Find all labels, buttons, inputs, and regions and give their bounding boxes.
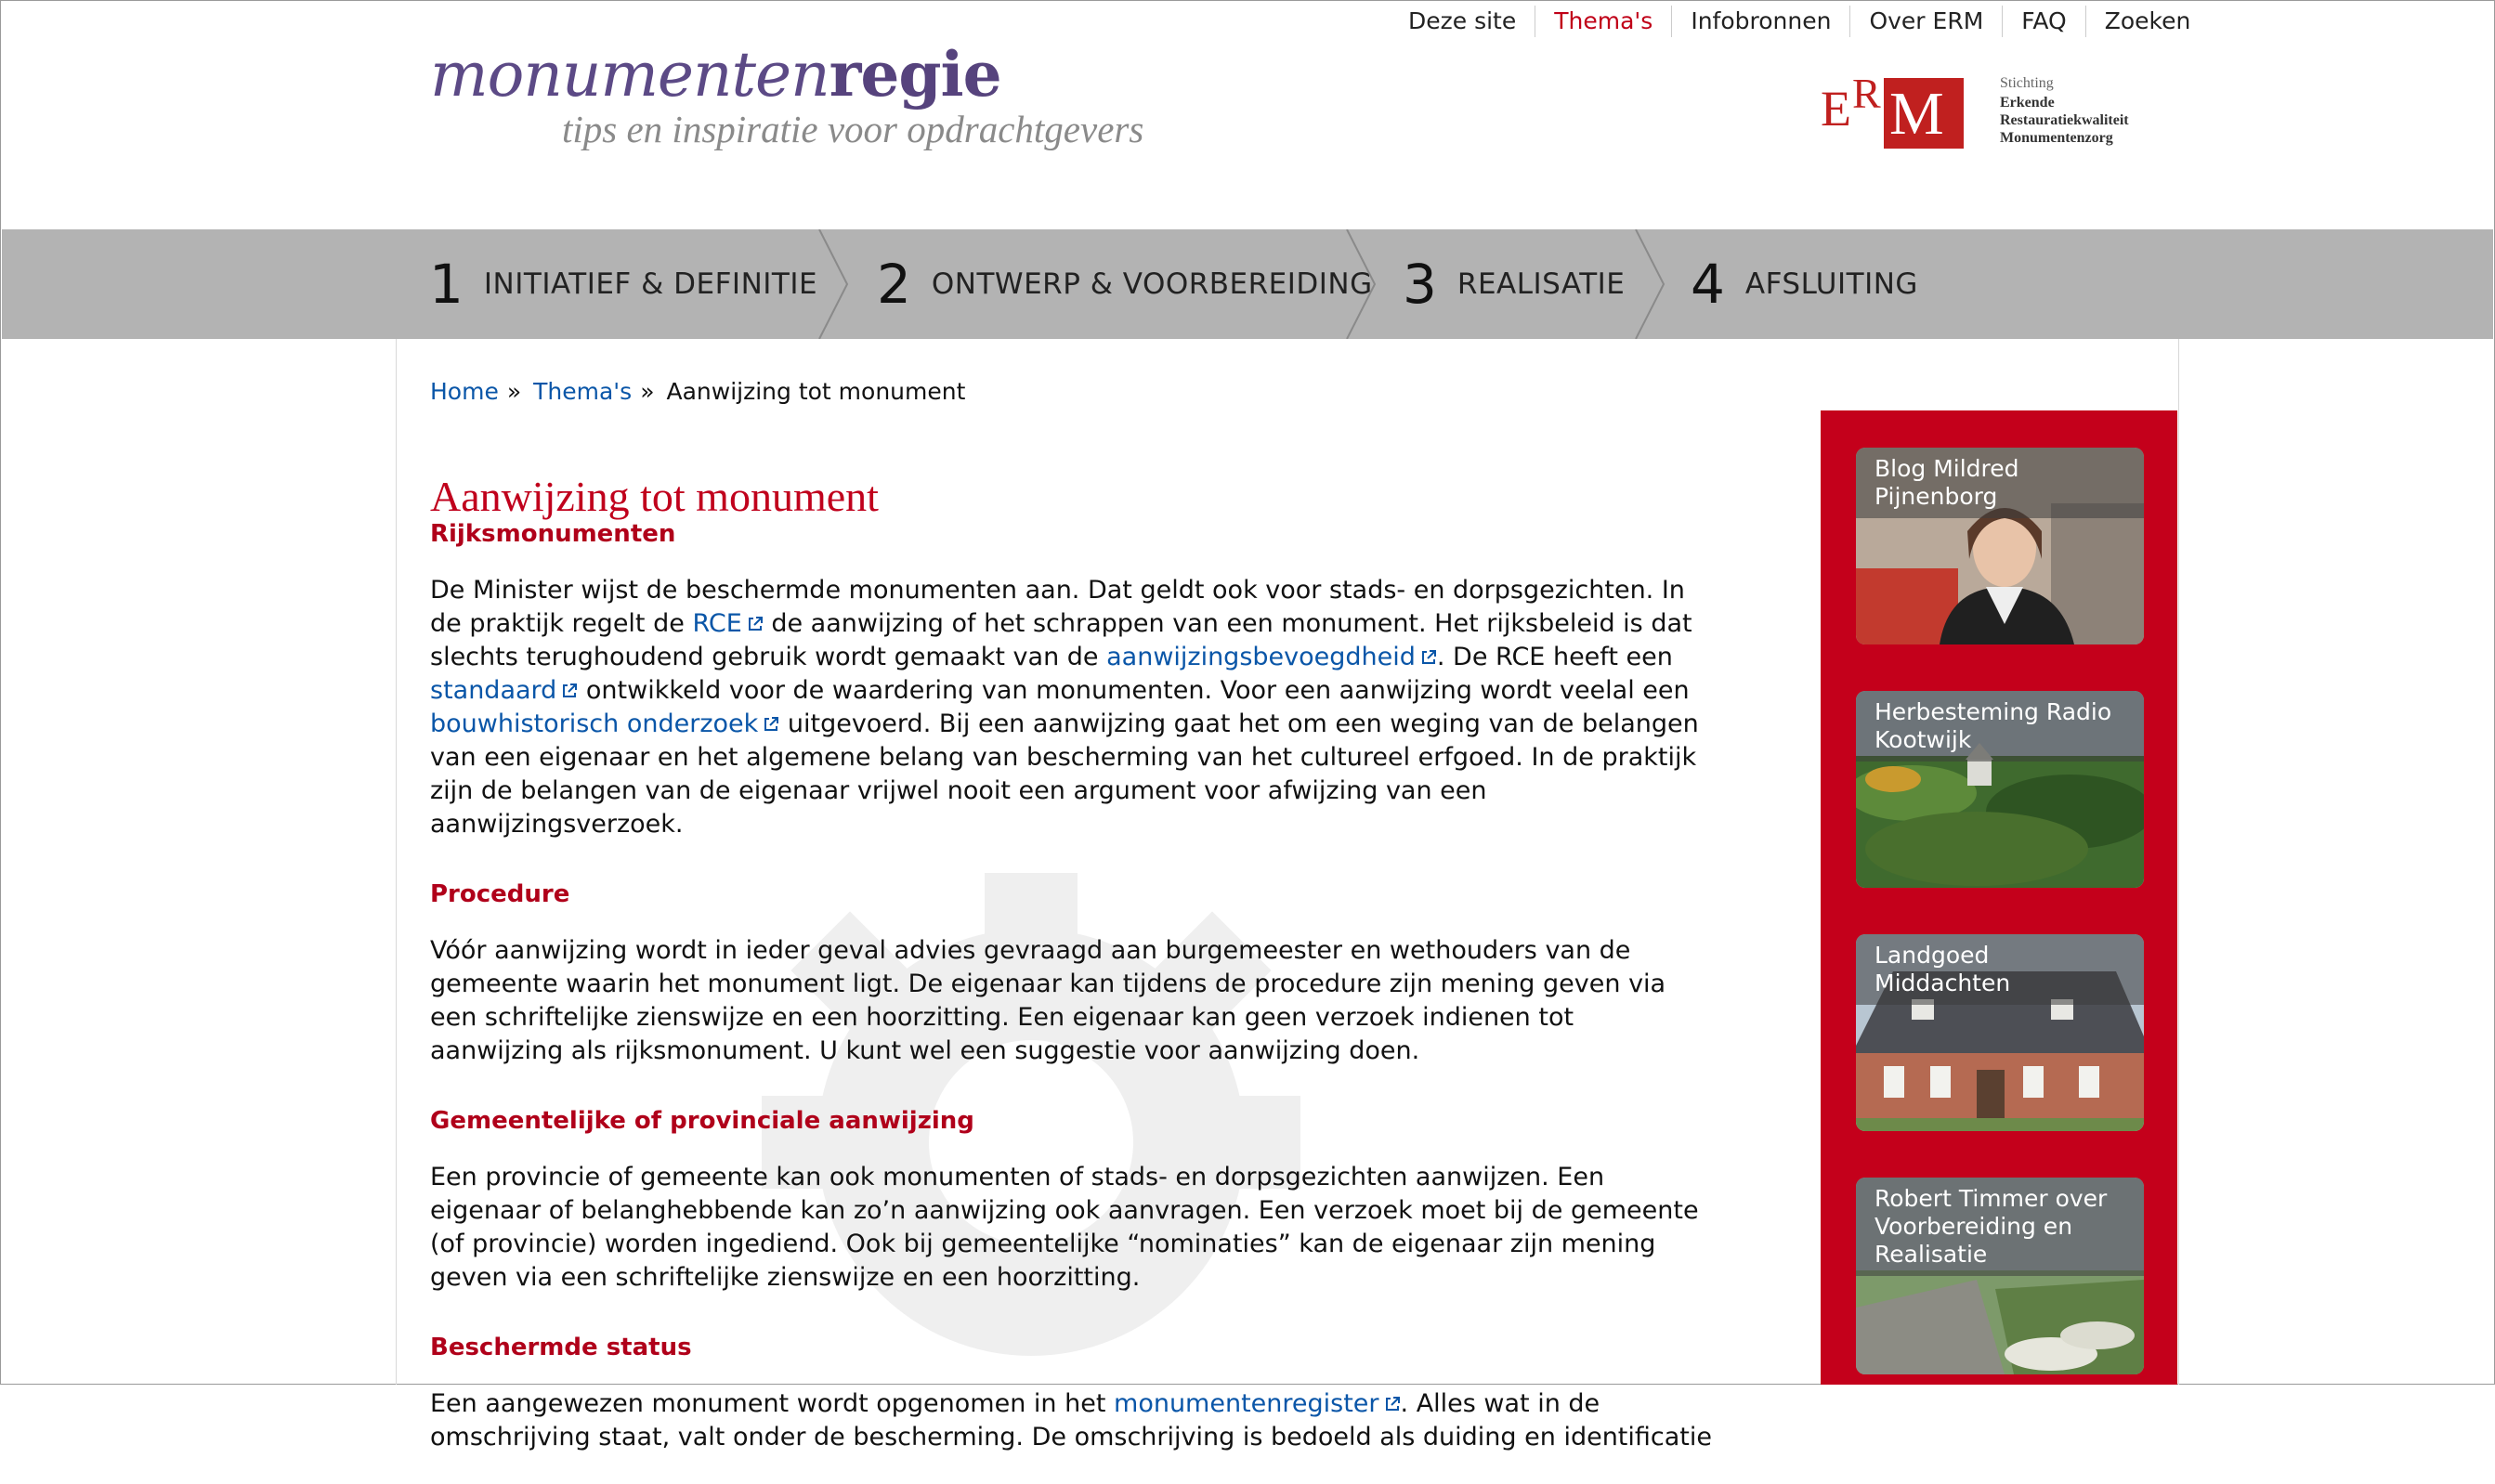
topnav-faq[interactable]: FAQ [2002, 6, 2084, 37]
phase-label: REALISATIE [1457, 267, 1626, 301]
topnav-over-erm[interactable]: Over ERM [1849, 6, 2002, 37]
topnav-infobronnen[interactable]: Infobronnen [1671, 6, 1849, 37]
paragraph-text: ontwikkeld voor de waardering van monumenten. Voor een aanwijzing wordt veelal een [578, 676, 1690, 705]
aanwijzingsbevoegdheid-link[interactable] [1106, 643, 1437, 671]
phase-separator-chevron [1634, 229, 1671, 339]
breadcrumb [430, 375, 965, 409]
topnav-themas[interactable]: Thema's [1535, 6, 1671, 37]
breadcrumb-home-link[interactable]: Home [430, 378, 499, 405]
erm-line-erkende: Erkende [2000, 95, 2055, 111]
link-text: standaard [430, 676, 557, 705]
erm-logo[interactable] [1821, 72, 1979, 152]
paragraph-text: uitgevoerd. Bij een aanwijzing gaat het om een weging van de belangen van een eigenaar en het algemene belang van bescherming van het cultureel erfgoed. In de praktijk zijn de belangen van de eigenaar vrijwel nooit een argument voor afwijzing van een aanwijzingsverzoek. [430, 709, 1699, 839]
link-text: bouwhistorisch onderzoek [430, 709, 759, 738]
logo-wordmark: monumentenregie [430, 38, 1001, 111]
paragraph-text: De Minister wijst de beschermde monumenten aan. Dat geldt ook voor stads- en dorpsgezichten. In de praktijk regelt de [430, 576, 1685, 638]
monumentenregister-link[interactable] [1114, 1389, 1401, 1418]
section-heading-gemeentelijke: Gemeentelijke of provinciale aanwijzing [430, 1107, 974, 1135]
erm-logo-letter-m: M [1889, 80, 1944, 148]
link-text: aanwijzingsbevoegdheid [1106, 643, 1416, 671]
erm-line-stichting: Stichting [2000, 75, 2054, 91]
bouwhistorisch-onderzoek-link[interactable] [430, 709, 779, 738]
paragraph-text: . Alles wat in de omschrijving staat, valt onder de bescherming. De omschrijving is bedoeld als duiding en identificatie [430, 1389, 1712, 1451]
top-navigation [0, 6, 2495, 39]
section-heading-rijksmonumenten: Rijksmonumenten [430, 520, 676, 548]
section-paragraph [430, 1387, 1712, 1454]
phase-3-realisatie[interactable] [1403, 229, 1625, 339]
phase-number: 3 [1403, 253, 1437, 316]
rce-link[interactable] [692, 609, 763, 638]
phase-2-ontwerp[interactable] [877, 229, 1373, 339]
section-paragraph [430, 574, 1712, 841]
sidebar-card-blog-mildred[interactable] [1856, 448, 2144, 644]
external-link-icon [1420, 649, 1437, 666]
page-title: Aanwijzing tot monument [430, 472, 879, 520]
phase-number: 1 [429, 253, 464, 316]
section-heading-procedure: Procedure [430, 880, 570, 908]
card-caption: Robert Timmer over Voorbereiding en Realisatie [1856, 1178, 2144, 1276]
phase-label: INITIATIEF & DEFINITIE [483, 267, 818, 301]
external-link-icon [763, 716, 779, 733]
section-heading-beschermde-status: Beschermde status [430, 1334, 692, 1361]
breadcrumb-current: Aanwijzing tot monument [666, 378, 966, 405]
card-caption: Herbesteming Radio Kootwijk [1856, 691, 2144, 762]
link-text: RCE [692, 609, 742, 638]
site-logo[interactable] [430, 39, 1143, 150]
breadcrumb-separator: » [640, 378, 655, 405]
external-link-icon [561, 683, 578, 699]
erm-line-restauratiekwaliteit: Restauratiekwaliteit [2000, 112, 2129, 128]
section-paragraph: Een provincie of gemeente kan ook monumenten of stads- en dorpsgezichten aanwijzen. Een eigenaar of belanghebbende kan zo’n aanwijzing ook aanvragen. Een verzoek moet bij de gemeente (of provincie) worden ingediend. Ook bij gemeentelijke “nominaties” kan de eigenaar zijn mening geven via een schriftelijke zienswijze en een hoorzitting. [430, 1163, 1699, 1292]
paragraph-text: Een aangewezen monument wordt opgenomen in het [430, 1389, 1115, 1418]
card-caption: Landgoed Middachten [1856, 934, 2144, 1005]
phase-number: 2 [877, 253, 911, 316]
sidebar-panel [1821, 410, 2177, 1385]
external-link-icon [1384, 1396, 1401, 1412]
breadcrumb-separator: » [506, 378, 522, 405]
topnav-deze-site[interactable]: Deze site [1408, 7, 1517, 34]
card-caption: Blog Mildred Pijnenborg [1856, 448, 2144, 518]
erm-logo-letter-r: R [1852, 70, 1881, 117]
paragraph-text: de aanwijzing of het schrappen van een monument. Het rijksbeleid is dat slechts terughoudend gebruik wordt gemaakt van de [430, 609, 1692, 671]
standaard-link[interactable] [430, 676, 578, 705]
phase-4-afsluiting[interactable] [1691, 229, 1918, 339]
phase-separator-chevron [1345, 229, 1382, 339]
breadcrumb-themas-link[interactable]: Thema's [533, 378, 633, 405]
phase-label: AFSLUITING [1744, 267, 1918, 301]
sidebar-card-robert-timmer[interactable] [1856, 1178, 2144, 1374]
topnav-zoeken[interactable]: Zoeken [2085, 6, 2210, 37]
link-text: monumentenregister [1114, 1389, 1379, 1418]
phase-separator-chevron [817, 229, 855, 339]
section-paragraph: Vóór aanwijzing wordt in ieder geval advies gevraagd aan burgemeester en wethouders van de gemeente waarin het monument ligt. De eigenaar kan tijdens de procedure zijn mening geven via een schriftelijke zienswijze en een hoorzitting. Een eigenaar kan geen verzoek indienen tot aanwijzing als rijksmonument. U kunt wel een suggestie voor aanwijzing doen. [430, 936, 1666, 1065]
phase-label: ONTWERP & VOORBEREIDING [931, 267, 1373, 301]
erm-line-monumentenzorg: Monumentenzorg [2000, 130, 2113, 146]
paragraph-text: . De RCE heeft een [1436, 643, 1673, 671]
erm-logo-letter-e: E [1821, 81, 1851, 137]
erm-stichting-text [2000, 74, 2129, 147]
article-body [430, 511, 1712, 1484]
external-link-icon [747, 616, 764, 632]
sidebar-card-landgoed-middachten[interactable] [1856, 934, 2144, 1131]
phase-1-initiatief[interactable] [429, 229, 817, 339]
phase-navigation-bar [2, 229, 2493, 339]
logo-tagline: tips en inspiratie voor opdrachtgevers [562, 108, 1144, 150]
phase-number: 4 [1691, 253, 1725, 316]
sidebar-card-radio-kootwijk[interactable] [1856, 691, 2144, 888]
